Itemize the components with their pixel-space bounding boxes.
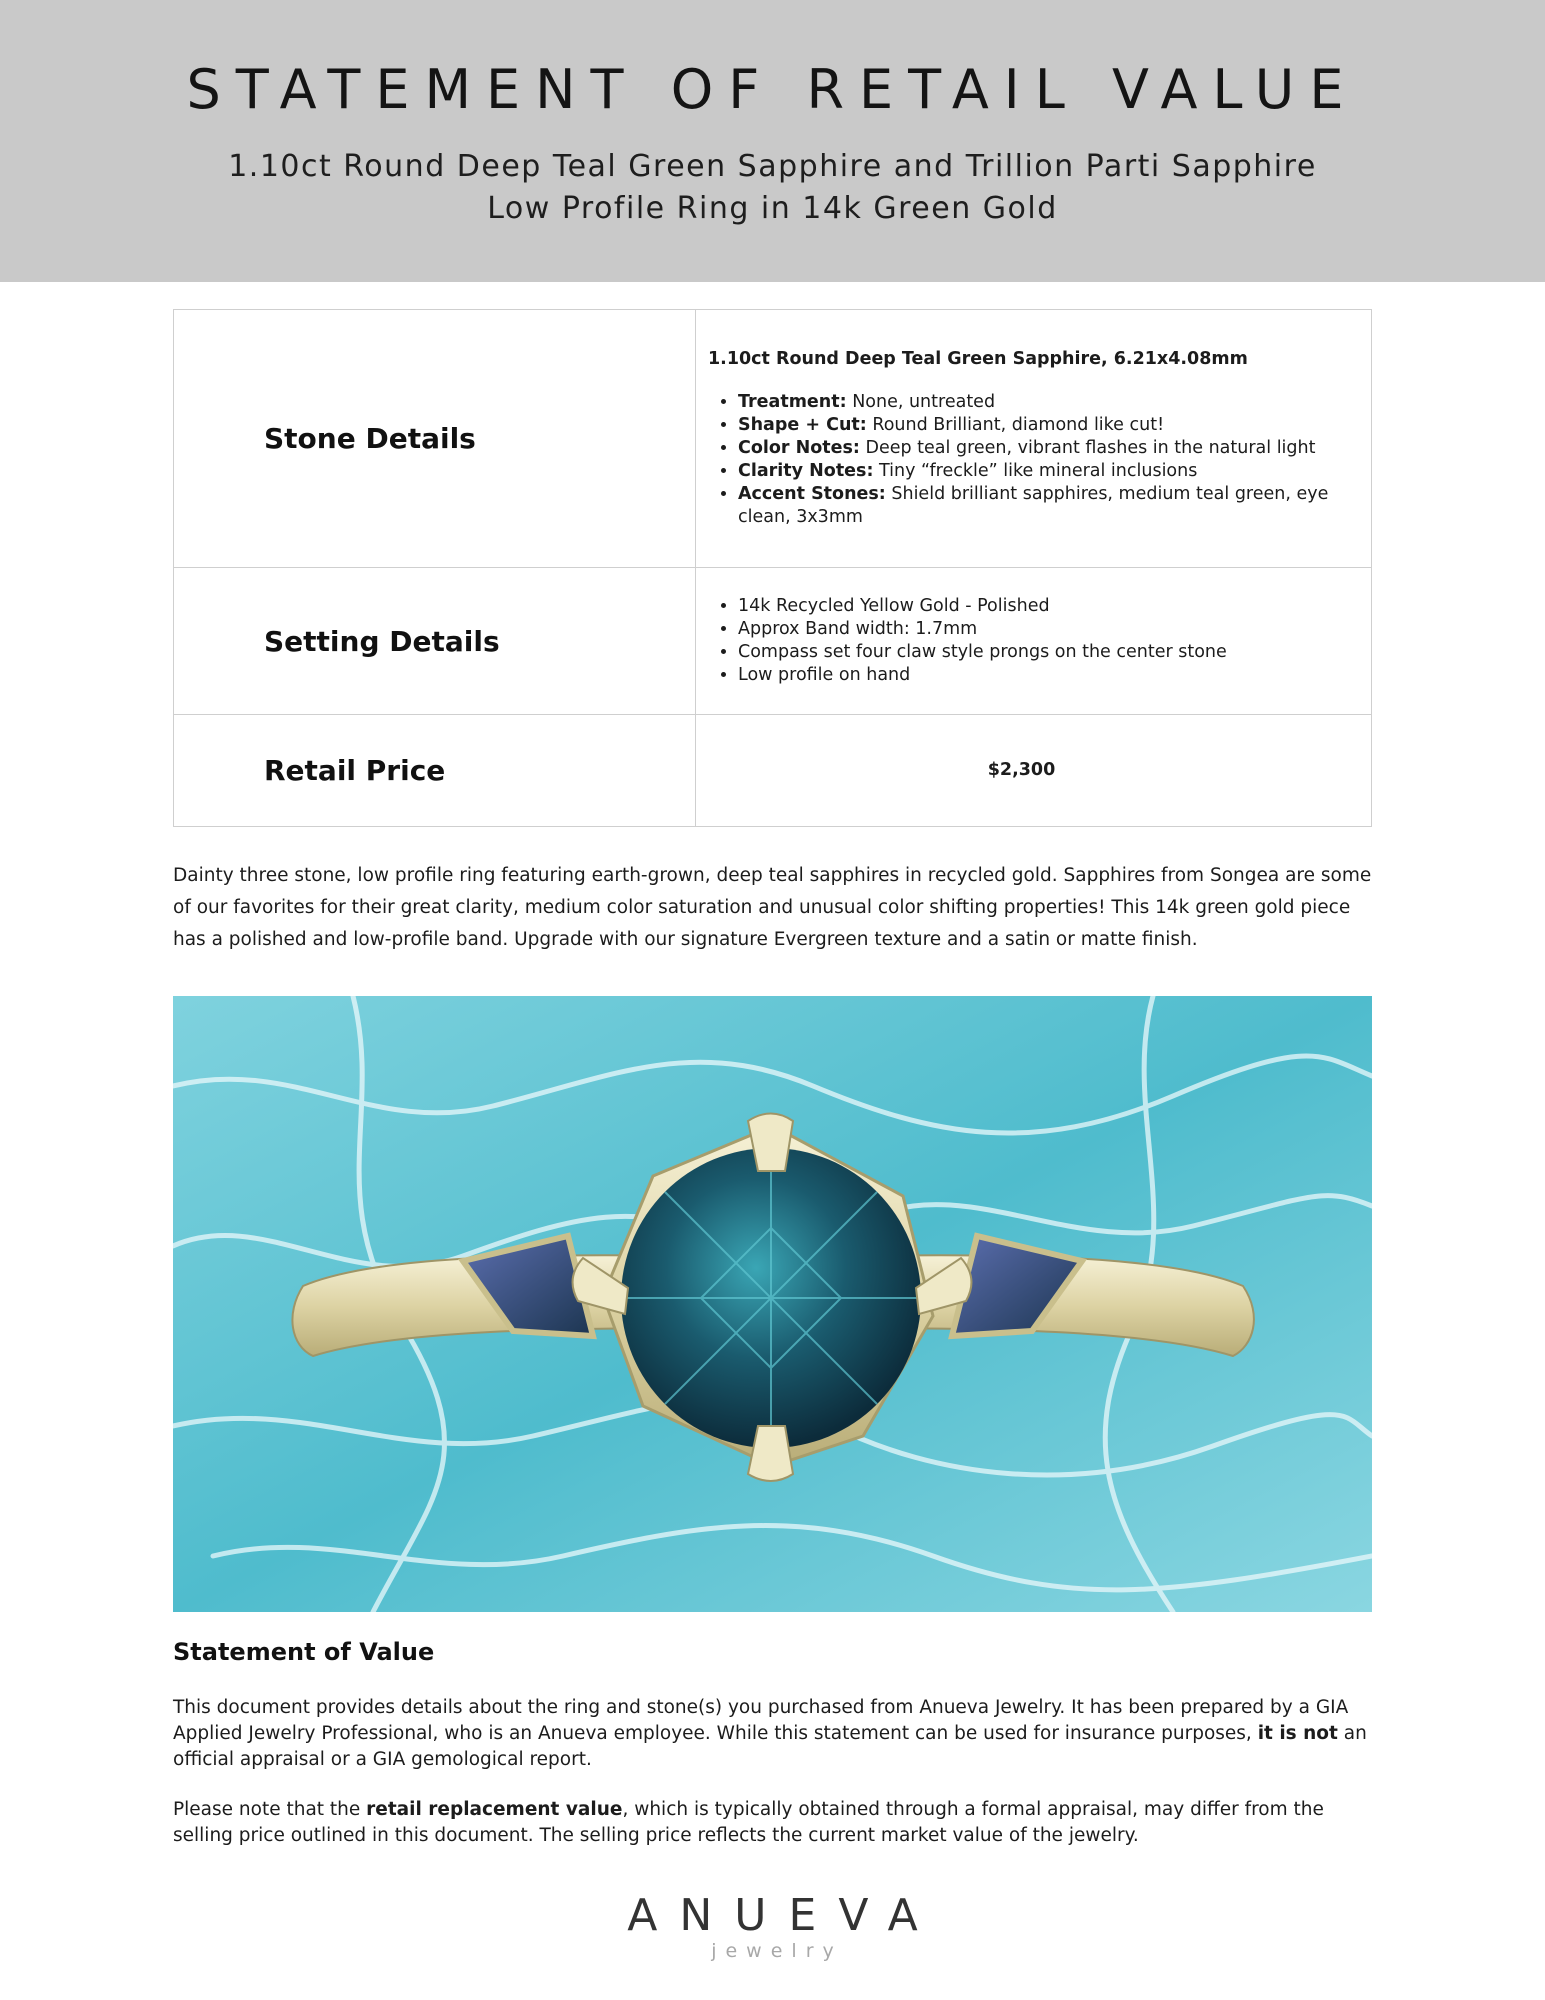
list-item: • Approx Band width: 1.7mm xyxy=(738,618,1335,641)
item-key: Treatment: xyxy=(738,392,847,412)
statement-heading: Statement of Value xyxy=(173,1638,435,1666)
setting-details-content xyxy=(696,568,1372,715)
list-item xyxy=(738,460,1335,483)
retail-price-value: $2,300 xyxy=(696,715,1372,827)
item-value: Deep teal green, vibrant flashes in the natural light xyxy=(859,438,1316,458)
setting-details-label: Setting Details xyxy=(174,568,696,715)
item-key: Accent Stones: xyxy=(738,484,886,504)
list-item: • Compass set four claw style prongs on the center stone xyxy=(738,641,1335,664)
product-description: Dainty three stone, low profile ring featuring earth-grown, deep teal sapphires in recycled gold. Sapphires from Songea are some of our favorites for their great clarity, medium color saturation and unusual color shifting properties! This 14k green gold piece has a polished and low-profile band. Upgrade with our signature Evergreen texture and a satin or matte finish. xyxy=(173,865,1372,950)
stone-heading: 1.10ct Round Deep Teal Green Sapphire, 6.21x4.08mm xyxy=(708,349,1248,369)
list-item xyxy=(738,437,1335,460)
anueva-logo-subtitle: jewelry xyxy=(711,1940,843,1962)
setting-details-list xyxy=(708,595,1335,687)
list-item xyxy=(738,483,1335,529)
subtitle-line-2: Low Profile Ring in 14k Green Gold xyxy=(487,191,1058,226)
stone-details-list xyxy=(708,391,1335,529)
list-item: • Low profile on hand xyxy=(738,664,1335,687)
list-item: • 14k Recycled Yellow Gold - Polished xyxy=(738,595,1335,618)
anueva-logo: ANUEVA xyxy=(627,1890,940,1941)
details-table xyxy=(173,309,1372,827)
ring-photo xyxy=(173,996,1372,1612)
subtitle-line-1: 1.10ct Round Deep Teal Green Sapphire and Trillion Parti Sapphire xyxy=(228,149,1317,184)
document-title: STATEMENT OF RETAIL VALUE xyxy=(186,58,1359,121)
list-item xyxy=(738,391,1335,414)
paragraph-text: This document provides details about the ring and stone(s) you purchased from Anueva Jewelry. It has been prepared by a GIA Applied Jewelry Professional, who is an Anueva employee. While this statement can be used for insurance purposes, xyxy=(173,1697,1349,1744)
item-value: Shield brilliant sapphires, medium teal green, eye clean, 3x3mm xyxy=(738,484,1329,527)
stone-details-label: Stone Details xyxy=(174,310,696,568)
retail-price-label: Retail Price xyxy=(174,715,696,827)
item-value: Tiny “freckle” like mineral inclusions xyxy=(873,461,1198,481)
paragraph-emphasis: it is not xyxy=(1257,1723,1338,1744)
paragraph-text: , which is typically obtained through a formal appraisal, may differ from the selling price outlined in this document. The selling price reflects the current market value of the jewelry. xyxy=(173,1799,1324,1846)
list-item xyxy=(738,414,1335,437)
paragraph-text: an official appraisal or a GIA gemological report. xyxy=(173,1723,1367,1770)
stone-details-row xyxy=(174,310,1372,568)
item-value: Round Brilliant, diamond like cut! xyxy=(866,415,1165,435)
retail-price-row xyxy=(174,715,1372,827)
stone-details-content xyxy=(696,310,1372,568)
statement-paragraph-1 xyxy=(173,1695,1378,1773)
document-subtitle xyxy=(0,146,1545,230)
paragraph-text: Please note that the xyxy=(173,1799,367,1820)
item-key: Color Notes: xyxy=(738,438,860,458)
paragraph-emphasis: retail replacement value xyxy=(366,1799,623,1820)
setting-details-row xyxy=(174,568,1372,715)
statement-paragraph-2 xyxy=(173,1797,1378,1849)
ring-illustration xyxy=(173,996,1372,1612)
header-banner xyxy=(0,0,1545,282)
item-key: Shape + Cut: xyxy=(738,415,867,435)
item-value: None, untreated xyxy=(846,392,996,412)
item-key: Clarity Notes: xyxy=(738,461,874,481)
